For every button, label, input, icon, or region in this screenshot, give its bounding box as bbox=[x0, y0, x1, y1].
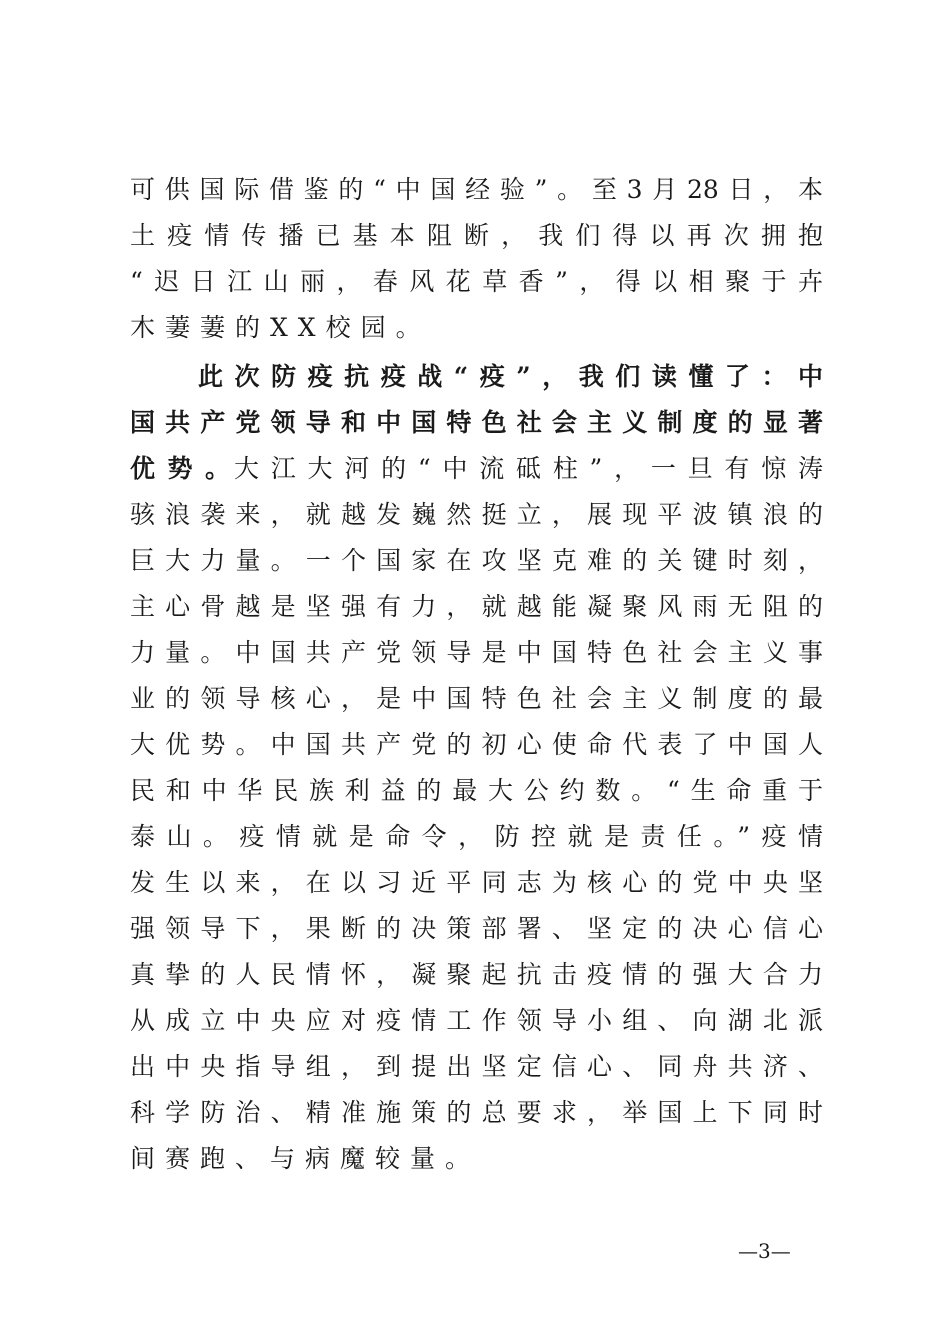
text-line: 从成立中央应对疫情工作领导小组、向湖北派 bbox=[130, 1006, 823, 1035]
text-line: 出中央指导组，到提出坚定信心、同舟共济、 bbox=[130, 1052, 823, 1081]
mixed-line bbox=[130, 449, 823, 489]
text-line: 木萋萋的XX校园。 bbox=[130, 313, 431, 342]
text-line: 可供国际借鉴的“中国经验”。至3月28日，本 bbox=[130, 175, 823, 204]
text-line: 民和中华民族利益的最大公约数。“生命重于 bbox=[130, 776, 823, 805]
text-line: 泰山。疫情就是命令，防控就是责任。”疫情 bbox=[130, 822, 823, 851]
text-line: 主心骨越是坚强有力，就越能凝聚风雨无阻的 bbox=[130, 592, 823, 621]
text-line: 间赛跑、与病魔较量。 bbox=[130, 1144, 481, 1173]
text-line: 巨大力量。一个国家在攻坚克难的关键时刻， bbox=[130, 546, 823, 575]
text-line: 力量。中国共产党领导是中国特色社会主义事 bbox=[130, 638, 823, 667]
text-line: 真挚的人民情怀，凝聚起抗击疫情的强大合力 bbox=[130, 960, 823, 989]
page-number: —3— bbox=[738, 1239, 791, 1263]
text-line: 业的领导核心，是中国特色社会主义制度的最 bbox=[130, 684, 823, 713]
section-heading-end: 优势。 bbox=[130, 454, 230, 483]
text-line: 骇浪袭来，就越发巍然挺立，展现平波镇浪的 bbox=[130, 500, 823, 529]
text-line: 科学防治、精准施策的总要求，举国上下同时 bbox=[130, 1098, 823, 1127]
section-heading-line: 国共产党领导和中国特色社会主义制度的显著 bbox=[130, 408, 823, 437]
text-line: 土疫情传播已基本阻断，我们得以再次拥抱 bbox=[130, 221, 823, 250]
text-line: 大江大河的“中流砥柱”，一旦有惊涛 bbox=[234, 454, 823, 483]
text-line: 强领导下，果断的决策部署、坚定的决心信心 bbox=[130, 914, 823, 943]
text-line: 发生以来，在以习近平同志为核心的党中央坚 bbox=[130, 868, 823, 897]
section-heading-line: 此次防疫抗疫战“疫”，我们读懂了：中 bbox=[198, 362, 823, 391]
text-line: 大优势。中国共产党的初心使命代表了中国人 bbox=[130, 730, 823, 759]
text-line: “迟日江山丽，春风花草香”，得以相聚于卉 bbox=[130, 267, 823, 296]
